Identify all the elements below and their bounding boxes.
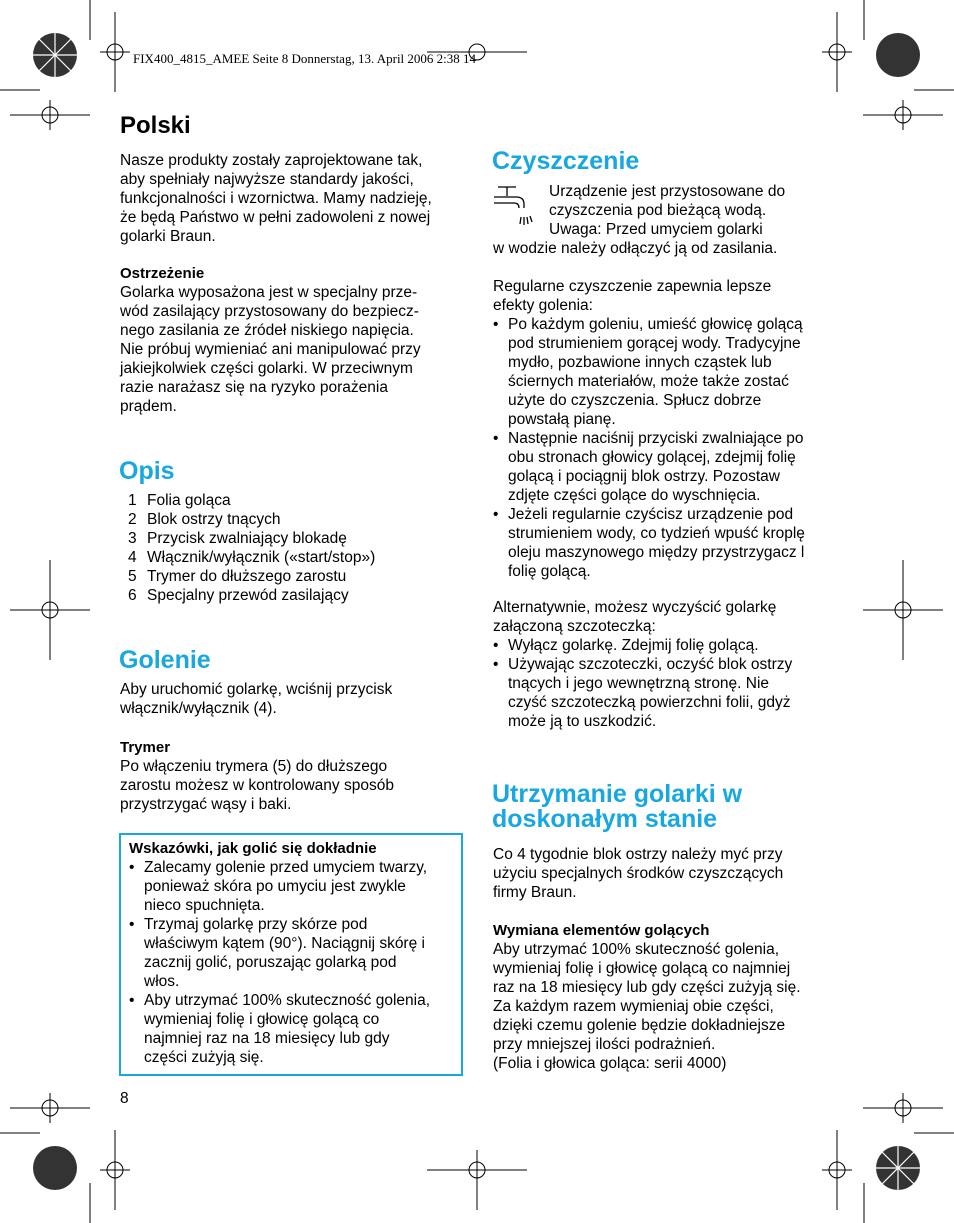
parts-list — [120, 491, 460, 605]
warning-heading: Ostrzeżenie — [120, 265, 205, 282]
czyszczenie-heading: Czyszczenie — [492, 147, 640, 175]
list-item: • Jeżeli regularnie czyścisz urządzenie pod strumieniem wody, co tydzień wpuść kroplę oleju maszynowego między przystrzygacz l folię golącą. — [493, 505, 843, 581]
maintenance-heading: Utrzymanie golarki w doskonałym stanie — [492, 780, 743, 833]
warning-paragraph: Golarka wyposażona jest w specjalny prze- wód zasilający przystosowany do bezpiecz- nego zasilania ze źródeł niskiego napięcia. Nie próbuj wymieniać ani manipulować przy jakiejkolwiek części golarki. W przeciwnym razie narażasz się na ryzyko porażenia prądem. — [120, 284, 421, 415]
maintenance-paragraph: Co 4 tygodnie blok ostrzy należy myć przy użyciu specjalnych środków czyszczących firmy Braun. — [493, 846, 784, 901]
list-item: • Następnie naciśnij przyciski zwalniające po obu stronach głowicy golącej, zdejmij folię golącą i pociągnij blok ostrzy. Pozostaw zdjęte części golące do wyschnięcia. — [493, 429, 843, 505]
list-item: • Używając szczoteczki, oczyść blok ostrzy tnących i jego wewnętrzną stronę. Nie czyść szczoteczką powierzchni folii, gdyż może ją to uszkodzić. — [493, 655, 843, 731]
print-slug: FIX400_4815_AMEE Seite 8 Donnerstag, 13. April 2006 2:38 14 — [133, 51, 477, 66]
golenie-heading: Golenie — [119, 646, 211, 674]
list-item: 5 Trymer do dłuższego zarostu — [128, 568, 347, 585]
clean-icon-continuation: w wodzie należy odłączyć ją od zasilania. — [493, 240, 778, 257]
language-title: Polski — [120, 112, 191, 139]
opis-heading: Opis — [119, 457, 175, 485]
list-item: • Zalecamy golenie przed umyciem twarzy, ponieważ skóra po umyciu jest zwykle nieco spuchnięta. — [129, 858, 459, 915]
list-item: 1 Folia goląca — [128, 492, 231, 509]
list-item: 4 Włącznik/wyłącznik («start/stop») — [128, 549, 376, 566]
list-item: 2 Blok ostrzy tnących — [128, 511, 281, 528]
list-item: • Wyłącz golarkę. Zdejmij folię golącą. — [493, 636, 843, 655]
trymer-paragraph: Po włączeniu trymera (5) do dłuższego zarostu możesz w kontrolowany sposób przystrzygać wąsy i baki. — [120, 758, 394, 813]
regular-list — [493, 315, 843, 581]
tips-heading: Wskazówki, jak golić się dokładnie — [129, 840, 377, 857]
intro-paragraph: Nasze produkty zostały zaprojektowane tak, aby spełniały najwyższe standardy jakości, funkcjonalności i wzornictwa. Mamy nadzieję, że będą Państwo w pełni zadowoleni z nowej golarki Braun. — [120, 152, 432, 245]
water-tap-icon — [492, 184, 542, 228]
clean-icon-paragraph: Urządzenie jest przystosowane do czyszczenia pod bieżącą wodą. Uwaga: Przed umyciem golarki — [549, 183, 786, 238]
list-item: • Trzymaj golarkę przy skórze pod właściwym kątem (90°). Naciągnij skórę i zacznij golić, poruszając golarką pod włos. — [129, 915, 459, 991]
replacement-paragraph: Aby utrzymać 100% skuteczność golenia, wymieniaj folię i głowicę golącą co najmniej raz na 18 miesięcy lub gdy części zużyją się. Za każdym razem wymieniaj obie części, dzięki czemu golenie będzie dokładniejsze przy mniejszej ilości podrażnień. (Folia i głowica goląca: serii 4000) — [493, 941, 801, 1072]
trymer-heading: Trymer — [120, 739, 171, 756]
list-item: • Po każdym goleniu, umieść głowicę golącą pod strumieniem gorącej wody. Tradycyjne mydło, pozbawione innych cząstek lub ściernych materiałów, może także zostać użyte do czyszczenia. Spłucz dobrze powstałą pianę. — [493, 315, 843, 429]
list-item: • Aby utrzymać 100% skuteczność golenia, wymieniaj folię i głowicę golącą co najmniej raz na 18 miesięcy lub gdy części zużyją się. — [129, 991, 459, 1067]
page-number: 8 — [120, 1090, 129, 1107]
alternative-list — [493, 636, 843, 731]
golenie-paragraph: Aby uruchomić golarkę, wciśnij przycisk włącznik/wyłącznik (4). — [120, 681, 393, 717]
regular-paragraph: Regularne czyszczenie zapewnia lepsze efekty golenia: — [493, 278, 772, 314]
tips-list — [129, 858, 459, 1067]
alternative-paragraph: Alternatywnie, możesz wyczyścić golarkę załączoną szczoteczką: — [493, 599, 777, 635]
list-item: 3 Przycisk zwalniający blokadę — [128, 530, 347, 547]
replacement-heading: Wymiana elementów golących — [493, 922, 710, 939]
list-item: 6 Specjalny przewód zasilający — [128, 587, 349, 604]
